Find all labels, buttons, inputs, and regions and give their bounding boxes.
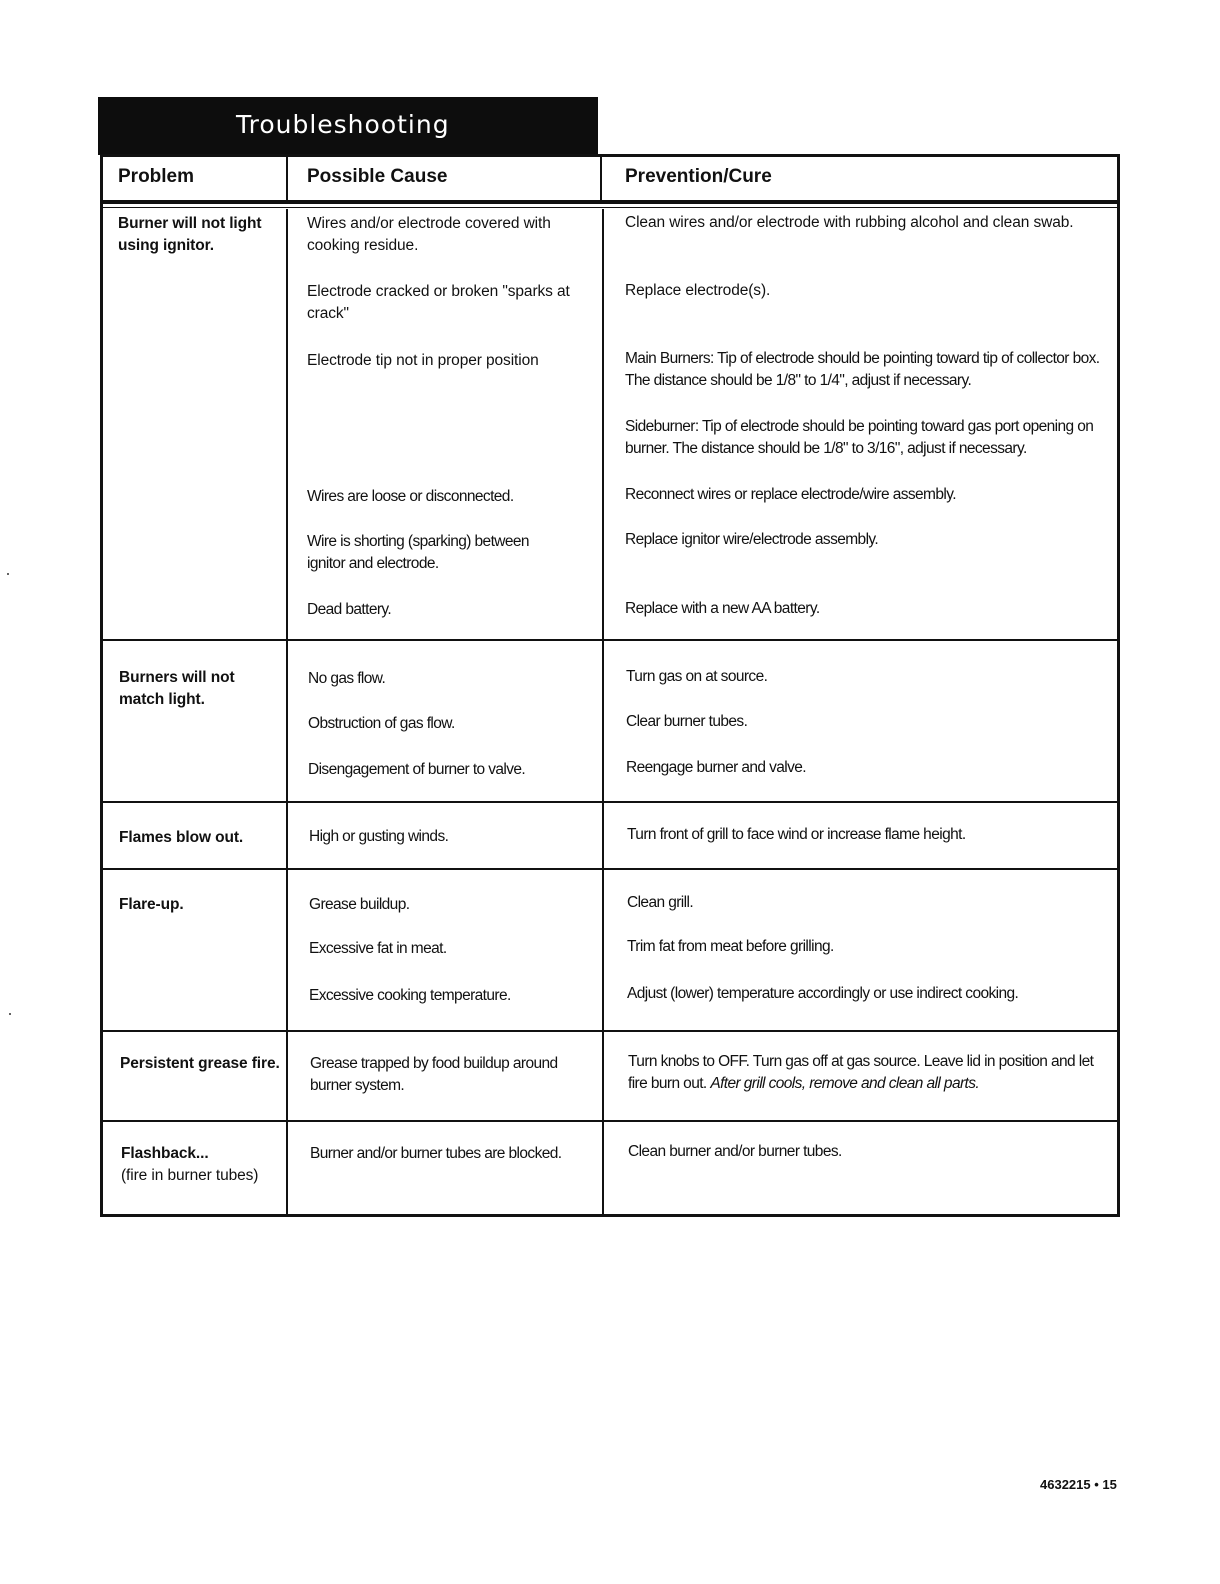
cause-cell: Excessive cooking temperature.	[309, 987, 511, 1004]
column-divider	[286, 209, 288, 1217]
cause-cell: Disengagement of burner to valve.	[308, 761, 526, 778]
problem-cell	[121, 1143, 281, 1187]
problem-text: Flashback...	[121, 1145, 209, 1162]
problem-subtext: (fire in burner tubes)	[121, 1167, 259, 1184]
cause-cell: Obstruction of gas flow.	[308, 715, 455, 732]
cause-cell: Wires and/or electrode covered with cooking residue.	[307, 215, 551, 254]
cure-cell: Clean grill.	[627, 894, 694, 911]
cause-cell: High or gusting winds.	[309, 828, 449, 845]
cause-cell: Wire is shorting (sparking) between ignitor and electrode.	[307, 533, 529, 572]
problem-cell: Flames blow out.	[119, 829, 244, 846]
column-divider	[602, 209, 604, 1217]
problem-cell: Burners will not match light.	[119, 669, 235, 708]
cure-cell: Turn front of grill to face wind or increase flame height.	[627, 826, 966, 843]
cause-cell: Dead battery.	[307, 601, 392, 618]
section-divider	[103, 868, 1117, 870]
cure-text: Turn knobs to OFF. Turn gas off at gas source. Leave lid in position and let fire burn out.	[628, 1053, 1094, 1092]
cure-text-italic: After grill cools, remove and clean all parts.	[710, 1075, 980, 1092]
column-divider	[600, 157, 602, 200]
problem-cell: Persistent grease fire.	[120, 1055, 280, 1072]
problem-cell: Flare-up.	[119, 896, 184, 913]
cause-cell: Electrode cracked or broken "sparks at crack"	[307, 283, 570, 322]
cause-cell: Wires are loose or disconnected.	[307, 488, 514, 505]
cure-cell: Replace electrode(s).	[625, 282, 771, 299]
column-header-problem: Problem	[118, 166, 195, 187]
page-number: 4632215 • 15	[1040, 1477, 1117, 1492]
cure-cell: Replace ignitor wire/electrode assembly.	[625, 531, 879, 548]
cause-cell: Electrode tip not in proper position	[307, 352, 539, 369]
scan-speck	[7, 573, 9, 575]
cure-cell: Clear burner tubes.	[626, 713, 748, 730]
cure-cell: Adjust (lower) temperature accordingly or use indirect cooking.	[627, 985, 1019, 1002]
column-header-cause: Possible Cause	[307, 166, 448, 187]
cause-cell: No gas flow.	[308, 670, 386, 687]
problem-cell: Burner will not light using ignitor.	[118, 215, 262, 254]
cure-cell: Turn gas on at source.	[626, 668, 768, 685]
cause-cell: Burner and/or burner tubes are blocked.	[310, 1145, 562, 1162]
column-header-cure: Prevention/Cure	[625, 166, 772, 187]
page-title: Troubleshooting	[98, 97, 598, 155]
cure-cell: Clean burner and/or burner tubes.	[628, 1143, 842, 1160]
scan-speck	[9, 1013, 11, 1015]
cure-cell: Main Burners: Tip of electrode should be pointing toward tip of collector box. The distance should be 1/8" to 1/4", adjust if necessary.	[625, 350, 1100, 389]
table-header	[103, 157, 1117, 204]
section-divider	[103, 1030, 1117, 1032]
section-divider	[103, 1120, 1117, 1122]
cure-cell: Trim fat from meat before grilling.	[627, 938, 834, 955]
cure-cell: Reconnect wires or replace electrode/wire assembly.	[625, 486, 956, 503]
cure-cell: Replace with a new AA battery.	[625, 600, 820, 617]
cure-cell: Clean wires and/or electrode with rubbing alcohol and clean swab.	[625, 214, 1074, 231]
cure-cell: Reengage burner and valve.	[626, 759, 807, 776]
column-divider	[286, 157, 288, 200]
troubleshooting-table	[100, 154, 1120, 1217]
cure-cell	[628, 1051, 1098, 1095]
cause-cell: Excessive fat in meat.	[309, 940, 447, 957]
section-divider	[103, 801, 1117, 803]
cure-cell: Sideburner: Tip of electrode should be pointing toward gas port opening on burner. The distance should be 1/8" to 3/16", adjust if necessary.	[625, 418, 1094, 457]
section-divider	[103, 639, 1117, 641]
cause-cell: Grease trapped by food buildup around burner system.	[310, 1055, 558, 1094]
cause-cell: Grease buildup.	[309, 896, 410, 913]
